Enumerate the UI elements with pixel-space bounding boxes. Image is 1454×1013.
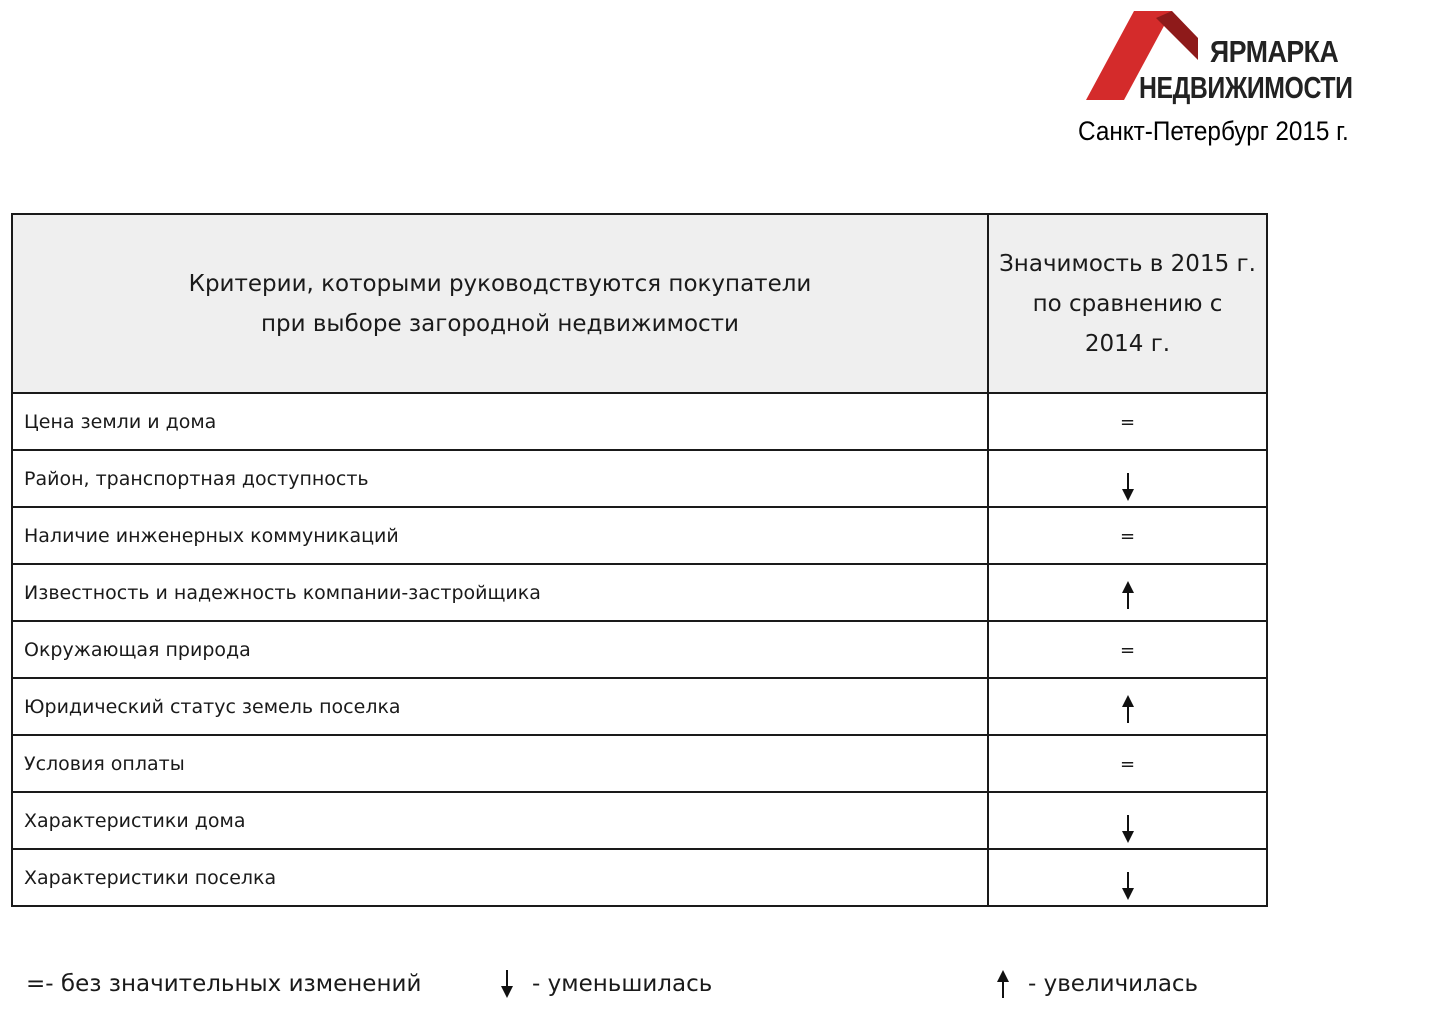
criterion-cell: Известность и надежность компании-застройщика [12,564,988,621]
table-row [12,507,1267,564]
table-row [12,564,1267,621]
header-significance-line: по сравнению с [1032,290,1223,317]
legend-up [996,964,1198,1004]
equal-symbol: = [26,971,46,997]
logo-text-line2: НЕДВИЖИМОСТИ [1139,70,1353,105]
arrow-down-icon [1121,472,1135,502]
table-header-row [12,214,1267,393]
legend-down [500,964,712,1004]
criterion-cell: Наличие инженерных коммуникаций [12,507,988,564]
table-row [12,792,1267,849]
header-significance-line: Значимость в 2015 г. [999,250,1256,277]
criterion-cell: Окружающая природа [12,621,988,678]
table-row [12,678,1267,735]
criterion-cell: Условия оплаты [12,735,988,792]
significance-cell [988,735,1267,792]
arrow-up-icon [1121,694,1135,724]
criterion-cell: Характеристики поселка [12,849,988,906]
criterion-cell: Цена земли и дома [12,393,988,450]
table-row [12,735,1267,792]
equal-symbol: = [1119,525,1136,547]
logo-text-line1: ЯРМАРКА [1210,34,1339,69]
header-criteria-line: при выборе загородной недвижимости [260,310,740,337]
significance-cell [988,507,1267,564]
header-significance [988,214,1267,393]
arrow-up-icon [1121,580,1135,610]
legend-equal-text: - без значительных изменений [45,971,422,997]
arrow-down-icon [500,969,514,999]
arrow-down-icon [1121,871,1135,901]
header-criteria [12,214,988,393]
legend-up-text: - увеличилась [1028,971,1199,997]
table-row [12,393,1267,450]
arrow-up-icon [996,969,1010,999]
criterion-cell: Характеристики дома [12,792,988,849]
criteria-table [11,213,1268,907]
table-row [12,849,1267,906]
significance-cell [988,792,1267,849]
roof-shape-side [1156,11,1198,60]
header-criteria-line: Критерии, которыми руководствуются покупатели [188,270,812,297]
significance-cell [988,849,1267,906]
significance-cell [988,678,1267,735]
criterion-cell: Юридический статус земель поселка [12,678,988,735]
criterion-cell: Район, транспортная доступность [12,450,988,507]
equal-symbol: = [1119,411,1136,433]
equal-symbol: = [1119,639,1136,661]
significance-cell [988,621,1267,678]
table-row [12,450,1267,507]
significance-cell [988,564,1267,621]
significance-cell [988,393,1267,450]
header-significance-line: 2014 г. [1084,330,1171,357]
legend-down-text: - уменьшилась [532,971,713,997]
arrow-down-icon [1121,814,1135,844]
logo [1084,8,1384,104]
city-date-subtitle: Санкт-Петербург 2015 г. [1078,116,1349,146]
equal-symbol: = [1119,753,1136,775]
table-row [12,621,1267,678]
significance-cell [988,450,1267,507]
legend-equal [26,964,421,1004]
